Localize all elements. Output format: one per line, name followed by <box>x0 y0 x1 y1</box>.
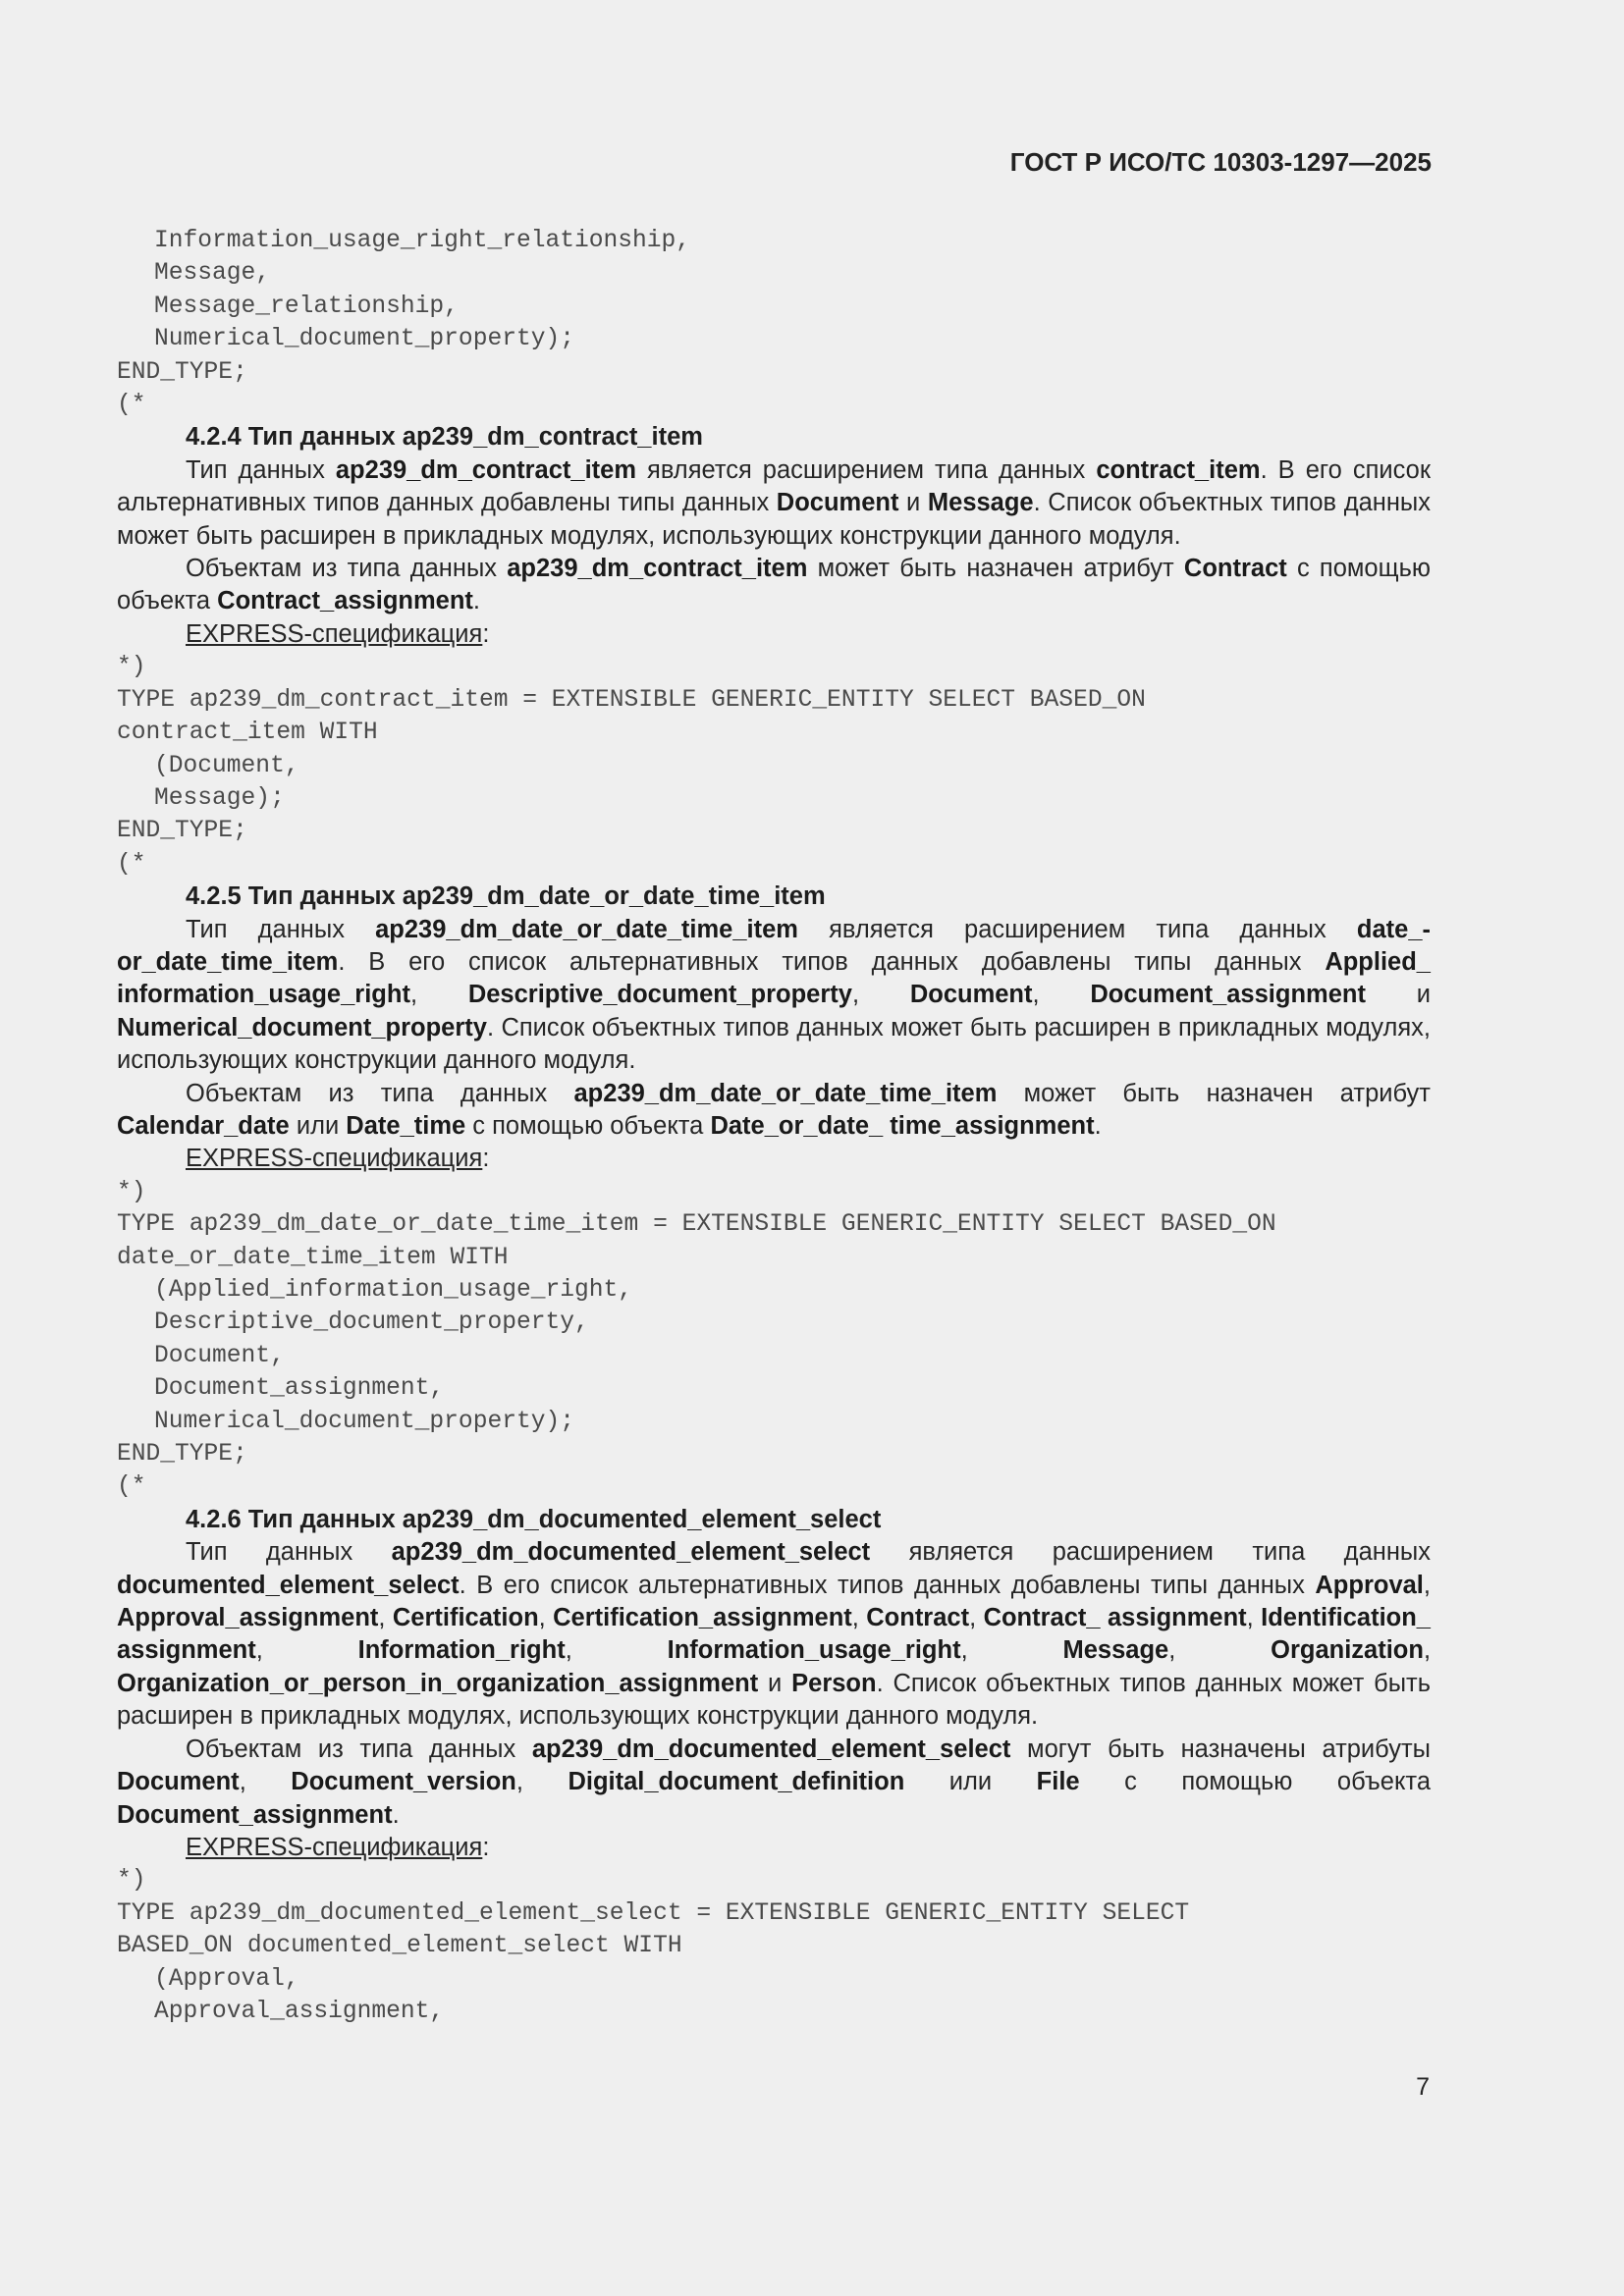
express-spec-link: EXPRESS-спецификация <box>186 1833 483 1861</box>
bold-term: Certification <box>392 1604 539 1632</box>
section-heading: 4.2.4 Тип данных ap239_dm_contract_item <box>186 423 703 452</box>
bold-term: contract_item <box>1096 455 1261 484</box>
bold-term: Contract <box>866 1604 970 1632</box>
bold-term: Approval <box>1315 1571 1424 1599</box>
code-line: Message, <box>154 260 271 288</box>
text-run: и <box>1365 981 1431 1009</box>
text-run: может быть назначен атрибут <box>807 555 1184 583</box>
text-run: . <box>1094 1111 1102 1140</box>
section-heading: 4.2.5 Тип данных ap239_dm_date_or_date_time_item <box>186 882 826 911</box>
bold-term: Applied_ information_usage_right <box>117 947 1431 1009</box>
text-run: . Список объектных типов данных может быть расширен в прикладных модулях, использующих конструкции данного модуля. <box>117 1013 1431 1075</box>
text-run: является расширением типа данных <box>636 455 1097 484</box>
text-run: с помощью объекта <box>117 555 1431 615</box>
text-run: . В его список альтернативных типов данных добавлены типы данных <box>117 455 1432 517</box>
text-run: , <box>1246 1604 1262 1632</box>
code-line: Numerical_document_property); <box>154 326 575 353</box>
code-line: (* <box>117 1473 146 1501</box>
code-block <box>117 225 1431 421</box>
code-line: Descriptive_document_property, <box>154 1309 589 1337</box>
text-run: . Список объектных типов данных может быть расширен в прикладных модулях, использующих конструкции данного модуля. <box>117 489 1431 550</box>
text-run: . <box>392 1800 400 1829</box>
bold-term: ap239_dm_documented_element_select <box>391 1538 871 1567</box>
bold-term: Document <box>117 1768 240 1796</box>
code-line: *) <box>117 1178 146 1205</box>
bold-term: ap239_dm_contract_item <box>335 455 637 484</box>
paragraph <box>117 1734 1431 1832</box>
code-line: Numerical_document_property); <box>154 1408 575 1435</box>
code-block <box>117 1864 1431 2028</box>
code-line: (* <box>117 850 146 878</box>
code-line: Approval_assignment, <box>154 1998 445 2025</box>
paragraph <box>117 454 1431 553</box>
bold-term: Document_version <box>291 1768 516 1796</box>
text-run: , <box>1032 981 1091 1009</box>
code-line: (* <box>117 392 146 419</box>
code-line: (Approval, <box>154 1965 299 1993</box>
bold-term: Document_assignment <box>117 1800 393 1829</box>
bold-term: Information_right <box>357 1636 566 1665</box>
code-line: *) <box>117 1867 146 1895</box>
text-run: , <box>851 981 910 1009</box>
code-line: (Document, <box>154 752 299 779</box>
text-run: является расширением типа данных <box>797 915 1357 943</box>
bold-term: Identification_ assignment <box>117 1604 1431 1665</box>
text-run: является расширением типа данных <box>870 1538 1431 1567</box>
code-line: TYPE ap239_dm_date_or_date_time_item = EXTENSIBLE GENERIC_ENTITY SELECT BASED_ON <box>117 1211 1276 1239</box>
code-line: END_TYPE; <box>117 818 247 845</box>
code-block <box>117 1176 1431 1504</box>
code-line: *) <box>117 654 146 681</box>
code-line: Document, <box>154 1342 285 1369</box>
paragraph <box>117 553 1431 618</box>
express-spec-label: EXPRESS-спецификация: <box>186 619 490 648</box>
text-run: , <box>255 1636 358 1665</box>
bold-term: Message <box>1062 1636 1169 1665</box>
text-run: с помощью объекта <box>1079 1768 1432 1796</box>
text-run: и <box>898 489 928 517</box>
text-run: Объектам из типа данных <box>186 555 508 583</box>
text-run: Тип данных <box>186 915 376 943</box>
bold-term: Contract <box>1183 555 1287 583</box>
code-line: END_TYPE; <box>117 1441 247 1468</box>
code-line: Message_relationship, <box>154 293 459 320</box>
bold-term: Organization <box>1271 1636 1424 1665</box>
page-number: 7 <box>1416 2073 1430 2101</box>
bold-term: Message <box>927 489 1034 517</box>
bold-term: ap239_dm_documented_element_select <box>531 1735 1011 1763</box>
code-line: BASED_ON documented_element_select WITH <box>117 1933 682 1960</box>
express-spec-label: EXPRESS-спецификация: <box>186 1833 490 1861</box>
text-run: . В его список альтернативных типов данных добавлены типы данных <box>459 1571 1316 1599</box>
text-run: , <box>409 981 468 1009</box>
code-line: TYPE ap239_dm_contract_item = EXTENSIBLE GENERIC_ENTITY SELECT BASED_ON <box>117 686 1146 714</box>
bold-term: Document <box>776 489 899 517</box>
bold-term: ap239_dm_date_or_date_time_item <box>375 915 798 943</box>
bold-term: ap239_dm_contract_item <box>507 555 808 583</box>
code-block <box>117 651 1431 881</box>
text-run: или <box>289 1111 347 1140</box>
code-line: date_or_date_time_item WITH <box>117 1244 509 1271</box>
bold-term: Certification_assignment <box>553 1604 852 1632</box>
text-run: . В его список альтернативных типов данных добавлены типы данных <box>338 947 1326 976</box>
code-line: Information_usage_right_relationship, <box>154 228 691 254</box>
bold-term: Information_usage_right <box>667 1636 961 1665</box>
bold-term: Document_assignment <box>1090 981 1366 1009</box>
bold-term: Calendar_date <box>117 1111 290 1140</box>
bold-term: Document <box>909 981 1033 1009</box>
bold-term: ap239_dm_date_or_date_time_item <box>573 1079 998 1107</box>
page-content <box>117 225 1431 2028</box>
bold-term: Numerical_document_property <box>117 1013 487 1041</box>
paragraph <box>117 1536 1431 1733</box>
text-run: , <box>960 1636 1063 1665</box>
bold-term: documented_element_select <box>117 1571 460 1599</box>
code-line: TYPE ap239_dm_documented_element_select = EXTENSIBLE GENERIC_ENTITY SELECT <box>117 1899 1190 1927</box>
text-run: . <box>472 587 480 615</box>
bold-term: Person <box>791 1669 877 1697</box>
text-run: Объектам из типа данных <box>186 1079 574 1107</box>
text-run: , <box>851 1604 867 1632</box>
section-heading: 4.2.6 Тип данных ap239_dm_documented_element_select <box>186 1505 882 1533</box>
text-run: , <box>239 1768 292 1796</box>
text-run: , <box>515 1768 568 1796</box>
code-line: (Applied_information_usage_right, <box>154 1277 633 1304</box>
text-run: и <box>758 1669 792 1697</box>
bold-term: Approval_assignment <box>117 1604 379 1632</box>
text-run: , <box>1423 1571 1431 1599</box>
code-line: Document_assignment, <box>154 1375 445 1403</box>
text-run: , <box>969 1604 984 1632</box>
code-line: contract_item WITH <box>117 720 378 747</box>
bold-term: Digital_document_definition <box>568 1768 905 1796</box>
text-run: может быть назначен атрибут <box>997 1079 1431 1107</box>
code-line: Message); <box>154 784 285 812</box>
paragraph <box>117 914 1431 1078</box>
express-spec-link: EXPRESS-спецификация <box>186 619 483 648</box>
code-line: END_TYPE; <box>117 358 247 386</box>
text-run: , <box>565 1636 668 1665</box>
bold-term: date_or_date_time_item <box>117 915 1432 976</box>
text-run: Тип данных <box>186 1538 392 1567</box>
bold-term: Descriptive_document_property <box>467 981 852 1009</box>
text-run: , <box>538 1604 554 1632</box>
bold-term: Date_time <box>346 1111 466 1140</box>
bold-term: File <box>1036 1768 1080 1796</box>
document-header: ГОСТ Р ИСО/ТС 10303-1297—2025 <box>1009 147 1432 177</box>
bold-term: Contract_ assignment <box>983 1604 1247 1632</box>
text-run: могут быть назначены атрибуты <box>1010 1735 1431 1763</box>
text-run: , <box>1168 1636 1272 1665</box>
express-spec-link: EXPRESS-спецификация <box>186 1145 483 1173</box>
bold-term: Date_or_date_ time_assignment <box>710 1111 1095 1140</box>
text-run: или <box>904 1768 1037 1796</box>
express-spec-label: EXPRESS-спецификация: <box>186 1145 490 1173</box>
bold-term: Organization_or_person_in_organization_assignment <box>117 1669 759 1697</box>
text-run: с помощью объекта <box>465 1111 711 1140</box>
paragraph <box>117 1078 1431 1144</box>
text-run: , <box>1423 1636 1432 1665</box>
text-run: , <box>378 1604 393 1632</box>
text-run: . Список объектных типов данных может быть расширен в прикладных модулях, использующих конструкции данного модуля. <box>117 1669 1431 1731</box>
text-run: Тип данных <box>186 455 336 484</box>
bold-term: Contract_assignment <box>217 587 473 615</box>
text-run: Объектам из типа данных <box>186 1735 532 1763</box>
